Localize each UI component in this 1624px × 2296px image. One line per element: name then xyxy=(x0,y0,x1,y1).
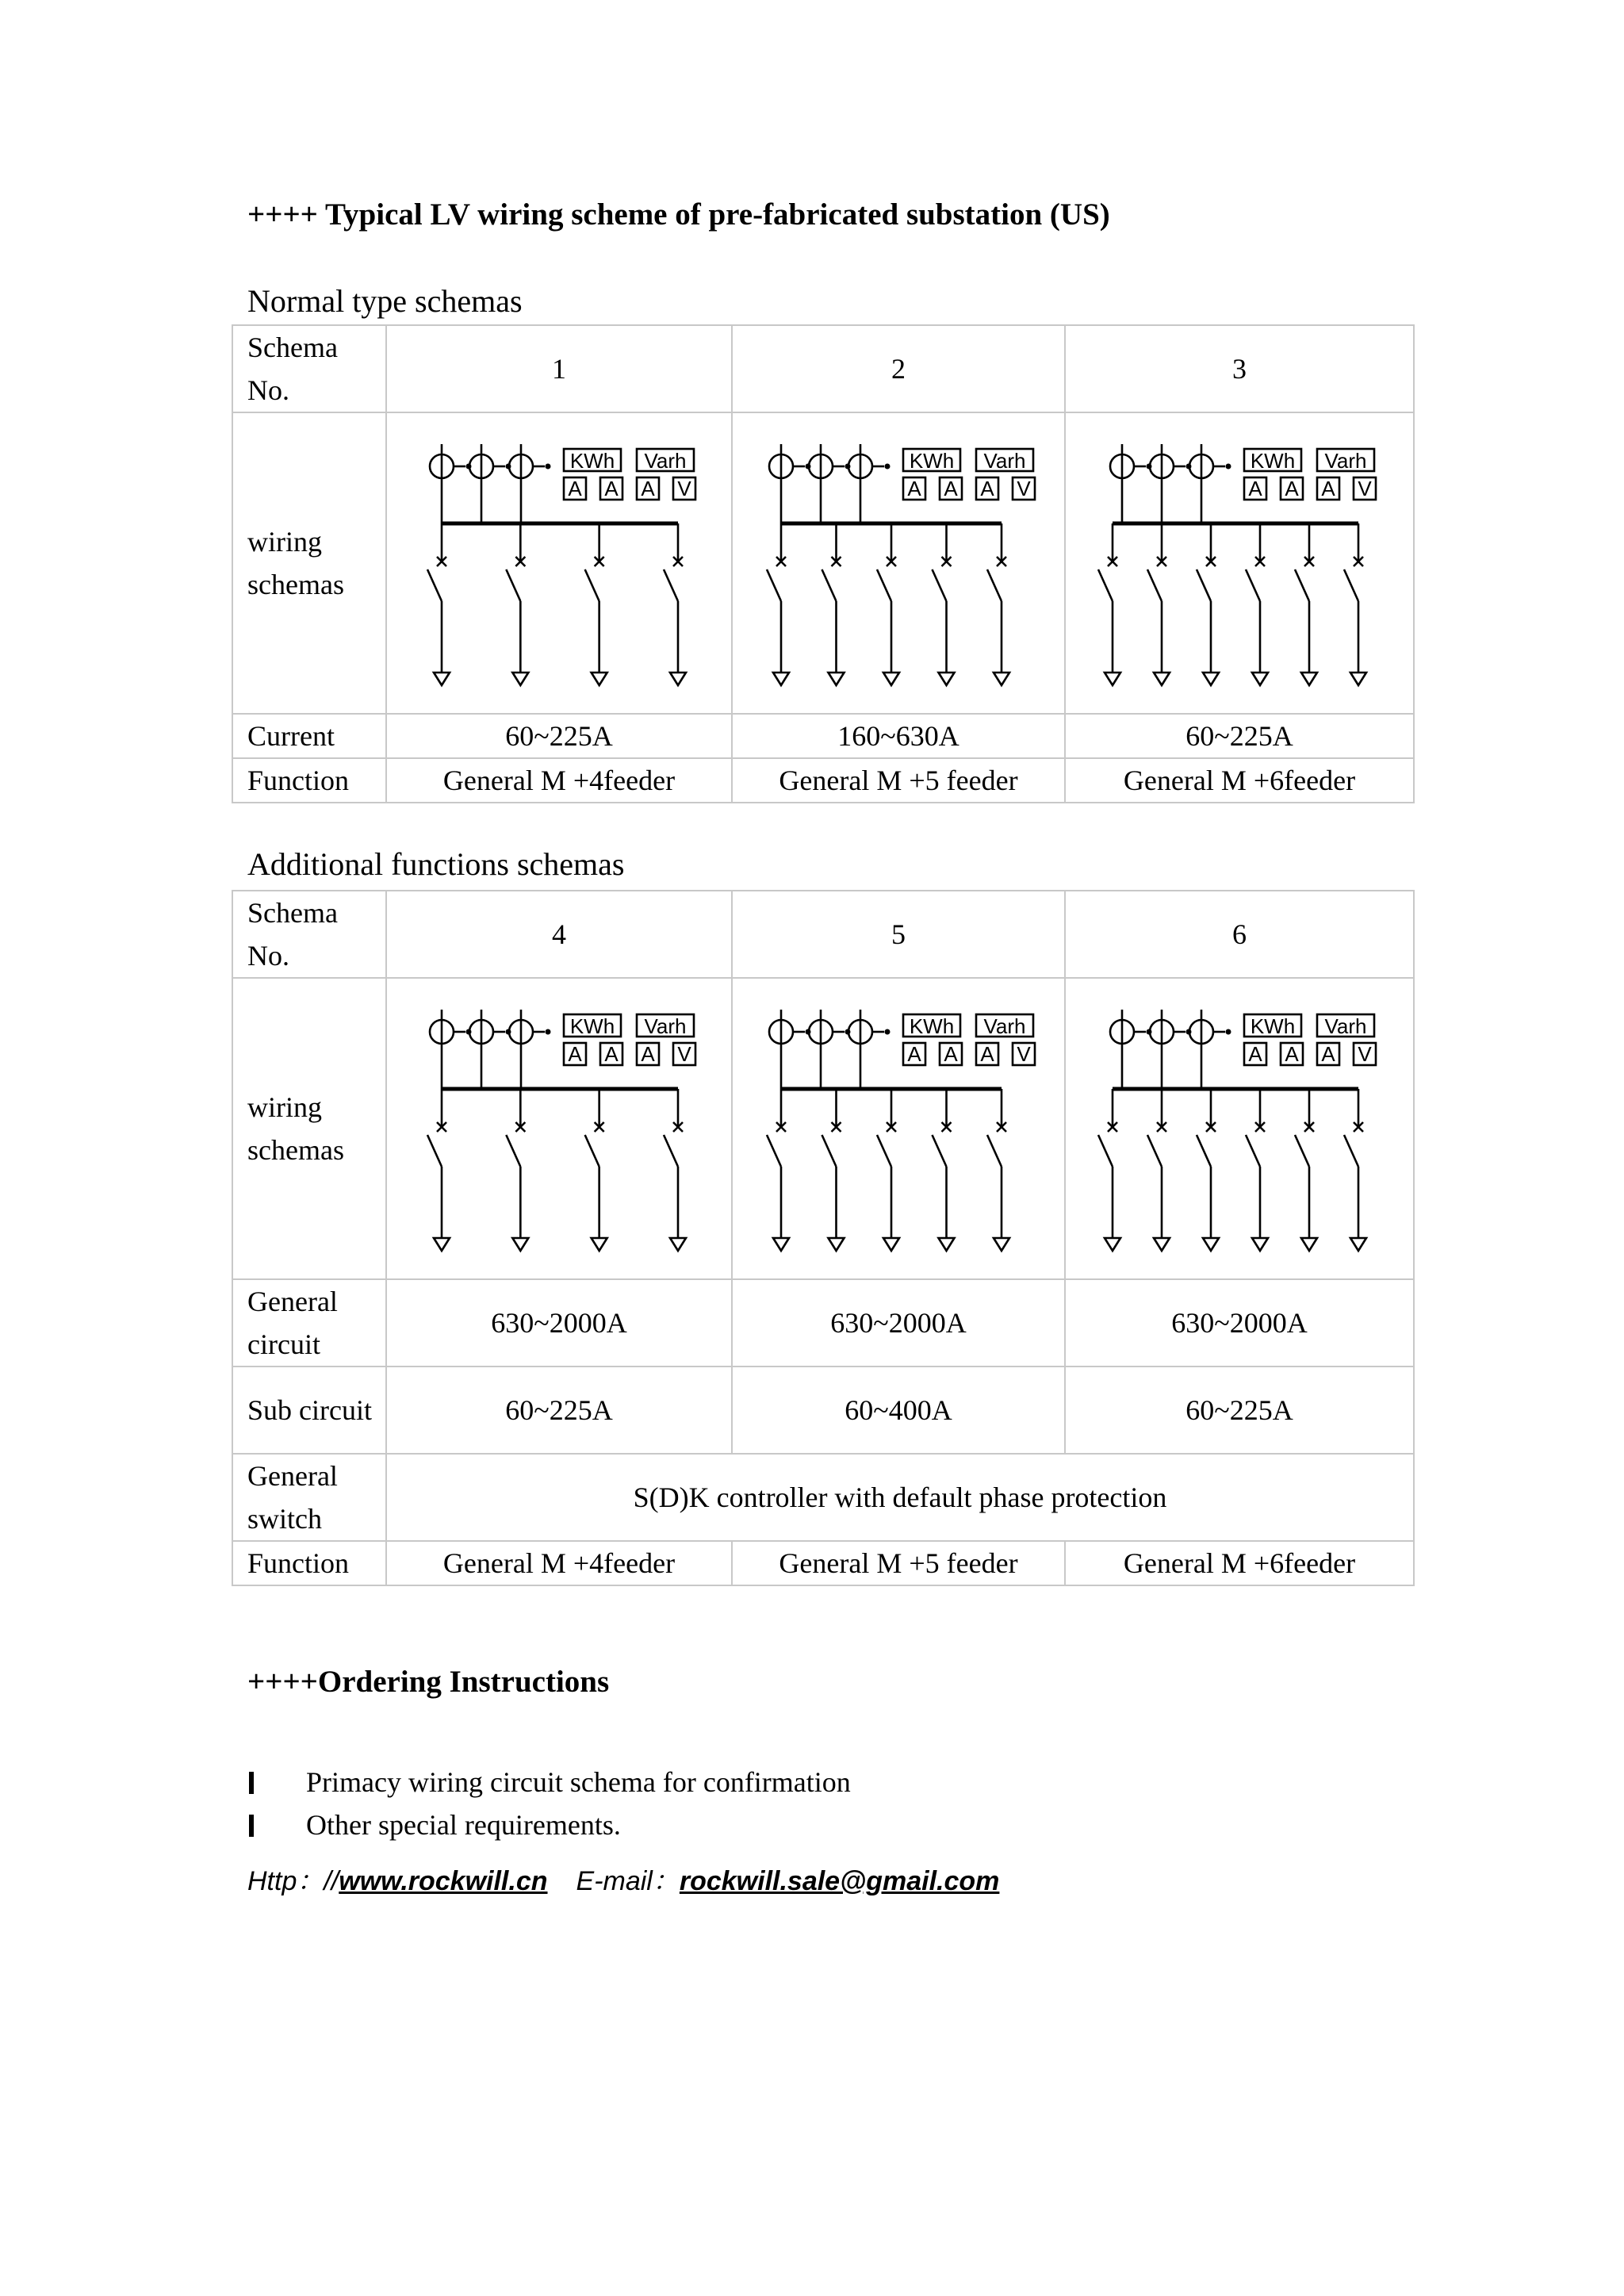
load-arrow-icon xyxy=(1105,1238,1120,1251)
schema-no-label: Schema No. xyxy=(232,891,386,978)
ammeter-label: A xyxy=(568,1042,582,1066)
switch-blade-icon xyxy=(767,569,781,601)
switch-blade-icon xyxy=(1295,569,1309,601)
function-value: General M +6feeder xyxy=(1065,758,1414,803)
load-arrow-icon xyxy=(1154,673,1170,685)
row-label: Sub circuit xyxy=(232,1366,386,1454)
load-arrow-icon xyxy=(592,1238,607,1251)
kwh-meter-label: KWh xyxy=(1250,1014,1296,1038)
schema-number: 5 xyxy=(732,891,1065,978)
email-link[interactable]: rockwill.sale@gmail.com xyxy=(679,1866,1000,1896)
load-arrow-icon xyxy=(1301,673,1317,685)
general-circuit-row xyxy=(232,1279,1414,1366)
wiring-diagram xyxy=(740,986,1057,1271)
ct-terminal-icon xyxy=(885,1029,891,1035)
sub-circuit-value: 60~400A xyxy=(732,1366,1065,1454)
load-arrow-icon xyxy=(1154,1238,1170,1251)
email-prefix: E-mail： xyxy=(576,1866,680,1896)
load-arrow-icon xyxy=(1203,1238,1219,1251)
function-value: General M +4feeder xyxy=(386,1541,732,1585)
current-row xyxy=(232,714,1414,758)
voltmeter-label: V xyxy=(1358,477,1372,500)
wiring-schemas-label: wiring schemas xyxy=(232,978,386,1279)
load-arrow-icon xyxy=(829,1238,845,1251)
ammeter-label: A xyxy=(604,477,619,500)
switch-blade-icon xyxy=(1344,1135,1358,1167)
switch-blade-icon xyxy=(585,569,599,601)
switch-blade-icon xyxy=(1197,1135,1211,1167)
switch-blade-icon xyxy=(822,569,837,601)
row-label: Current xyxy=(232,714,386,758)
switch-blade-icon xyxy=(933,1135,947,1167)
contact-line xyxy=(247,1859,999,1898)
general-circuit-value: 630~2000A xyxy=(1065,1279,1414,1366)
switch-blade-icon xyxy=(427,1135,442,1167)
wiring-schemas-row xyxy=(232,412,1414,714)
load-arrow-icon xyxy=(1252,673,1268,685)
schema-number-row xyxy=(232,325,1414,412)
function-row xyxy=(232,1541,1414,1585)
schema-number: 1 xyxy=(386,325,732,412)
current-value: 60~225A xyxy=(1065,714,1414,758)
switch-blade-icon xyxy=(1098,1135,1113,1167)
load-arrow-icon xyxy=(994,673,1009,685)
switch-blade-icon xyxy=(767,1135,781,1167)
ct-terminal-icon xyxy=(546,464,551,470)
website-link[interactable]: www.rockwill.cn xyxy=(339,1866,548,1896)
row-label: Function xyxy=(232,1541,386,1585)
general-circuit-value: 630~2000A xyxy=(732,1279,1065,1366)
load-arrow-icon xyxy=(592,673,607,685)
page-title: ++++ Typical LV wiring scheme of pre-fabricated substation (US) xyxy=(247,197,1110,232)
load-arrow-icon xyxy=(1105,673,1120,685)
load-arrow-icon xyxy=(883,1238,899,1251)
switch-blade-icon xyxy=(987,1135,1002,1167)
wiring-diagram xyxy=(1081,986,1398,1271)
ammeter-label: A xyxy=(1248,477,1262,500)
ammeter-label: A xyxy=(944,477,958,500)
load-arrow-icon xyxy=(1252,1238,1268,1251)
voltmeter-label: V xyxy=(677,1042,691,1066)
row-label: General circuit xyxy=(232,1279,386,1366)
load-arrow-icon xyxy=(1350,673,1366,685)
switch-blade-icon xyxy=(1147,569,1162,601)
voltmeter-label: V xyxy=(1358,1042,1372,1066)
kwh-meter-label: KWh xyxy=(1250,449,1296,473)
ordering-title: ++++Ordering Instructions xyxy=(247,1665,610,1699)
load-arrow-icon xyxy=(434,1238,450,1251)
switch-blade-icon xyxy=(1147,1135,1162,1167)
load-arrow-icon xyxy=(773,673,789,685)
schema-number: 2 xyxy=(732,325,1065,412)
switch-blade-icon xyxy=(987,569,1002,601)
load-arrow-icon xyxy=(670,1238,686,1251)
ct-terminal-icon xyxy=(546,1029,551,1035)
load-arrow-icon xyxy=(512,673,528,685)
switch-blade-icon xyxy=(1246,569,1260,601)
kwh-meter-label: KWh xyxy=(909,449,955,473)
general-switch-value: S(D)K controller with default phase protection xyxy=(386,1454,1414,1541)
varh-meter-label: Varh xyxy=(644,1014,687,1038)
switch-blade-icon xyxy=(1344,569,1358,601)
ammeter-label: A xyxy=(1321,477,1335,500)
list-item-text: Primacy wiring circuit schema for confirmation xyxy=(306,1766,851,1798)
ammeter-label: A xyxy=(907,1042,921,1066)
switch-blade-icon xyxy=(506,1135,520,1167)
sub-circuit-value: 60~225A xyxy=(1065,1366,1414,1454)
wiring-diagram xyxy=(740,420,1057,706)
function-value: General M +4feeder xyxy=(386,758,732,803)
varh-meter-label: Varh xyxy=(1324,449,1367,473)
kwh-meter-label: KWh xyxy=(569,449,615,473)
ammeter-label: A xyxy=(980,477,994,500)
function-value: General M +5 feeder xyxy=(732,1541,1065,1585)
schema-number: 3 xyxy=(1065,325,1414,412)
switch-blade-icon xyxy=(1098,569,1113,601)
list-item xyxy=(247,1803,851,1846)
sub-circuit-row xyxy=(232,1366,1414,1454)
ordering-list xyxy=(247,1761,851,1846)
ammeter-label: A xyxy=(1248,1042,1262,1066)
general-switch-row xyxy=(232,1454,1414,1541)
general-circuit-value: 630~2000A xyxy=(386,1279,732,1366)
schema-number: 6 xyxy=(1065,891,1414,978)
wiring-diagram xyxy=(400,420,718,706)
varh-meter-label: Varh xyxy=(1324,1014,1367,1038)
ammeter-label: A xyxy=(641,1042,655,1066)
kwh-meter-label: KWh xyxy=(909,1014,955,1038)
switch-blade-icon xyxy=(1197,569,1211,601)
switch-blade-icon xyxy=(506,569,520,601)
row-label: Function xyxy=(232,758,386,803)
ammeter-label: A xyxy=(604,1042,619,1066)
switch-blade-icon xyxy=(664,569,678,601)
http-prefix: Http：// xyxy=(247,1866,339,1896)
normal-schemas-table xyxy=(232,324,1415,803)
ammeter-label: A xyxy=(1285,1042,1299,1066)
switch-blade-icon xyxy=(664,1135,678,1167)
additional-section-title: Additional functions schemas xyxy=(247,846,625,882)
schema-no-label: Schema No. xyxy=(232,325,386,412)
bullet-icon xyxy=(249,1772,254,1794)
function-value: General M +5 feeder xyxy=(732,758,1065,803)
wiring-schemas-label: wiring schemas xyxy=(232,412,386,714)
load-arrow-icon xyxy=(670,673,686,685)
switch-blade-icon xyxy=(877,569,891,601)
load-arrow-icon xyxy=(939,673,955,685)
switch-blade-icon xyxy=(822,1135,837,1167)
load-arrow-icon xyxy=(994,1238,1009,1251)
list-item-text: Other special requirements. xyxy=(306,1809,621,1841)
ammeter-label: A xyxy=(568,477,582,500)
wiring-diagram xyxy=(1081,420,1398,706)
ammeter-label: A xyxy=(907,477,921,500)
voltmeter-label: V xyxy=(1017,477,1031,500)
switch-blade-icon xyxy=(585,1135,599,1167)
voltmeter-label: V xyxy=(1017,1042,1031,1066)
wiring-diagram xyxy=(400,986,718,1271)
current-value: 160~630A xyxy=(732,714,1065,758)
switch-blade-icon xyxy=(427,569,442,601)
ct-terminal-icon xyxy=(885,464,891,470)
ammeter-label: A xyxy=(980,1042,994,1066)
load-arrow-icon xyxy=(939,1238,955,1251)
ammeter-label: A xyxy=(641,477,655,500)
row-label: General switch xyxy=(232,1454,386,1541)
additional-schemas-table xyxy=(232,890,1415,1586)
ammeter-label: A xyxy=(1321,1042,1335,1066)
switch-blade-icon xyxy=(933,569,947,601)
function-row xyxy=(232,758,1414,803)
sub-circuit-value: 60~225A xyxy=(386,1366,732,1454)
schema-number-row xyxy=(232,891,1414,978)
ct-terminal-icon xyxy=(1226,1029,1231,1035)
normal-section-title: Normal type schemas xyxy=(247,283,523,319)
load-arrow-icon xyxy=(883,673,899,685)
switch-blade-icon xyxy=(1295,1135,1309,1167)
function-value: General M +6feeder xyxy=(1065,1541,1414,1585)
schema-number: 4 xyxy=(386,891,732,978)
varh-meter-label: Varh xyxy=(983,1014,1026,1038)
switch-blade-icon xyxy=(1246,1135,1260,1167)
load-arrow-icon xyxy=(434,673,450,685)
kwh-meter-label: KWh xyxy=(569,1014,615,1038)
wiring-schemas-row xyxy=(232,978,1414,1279)
load-arrow-icon xyxy=(1301,1238,1317,1251)
voltmeter-label: V xyxy=(677,477,691,500)
load-arrow-icon xyxy=(773,1238,789,1251)
load-arrow-icon xyxy=(512,1238,528,1251)
list-item xyxy=(247,1761,851,1803)
ct-terminal-icon xyxy=(1226,464,1231,470)
varh-meter-label: Varh xyxy=(644,449,687,473)
load-arrow-icon xyxy=(1203,673,1219,685)
current-value: 60~225A xyxy=(386,714,732,758)
switch-blade-icon xyxy=(877,1135,891,1167)
ammeter-label: A xyxy=(1285,477,1299,500)
ammeter-label: A xyxy=(944,1042,958,1066)
bullet-icon xyxy=(249,1815,254,1837)
load-arrow-icon xyxy=(829,673,845,685)
varh-meter-label: Varh xyxy=(983,449,1026,473)
load-arrow-icon xyxy=(1350,1238,1366,1251)
